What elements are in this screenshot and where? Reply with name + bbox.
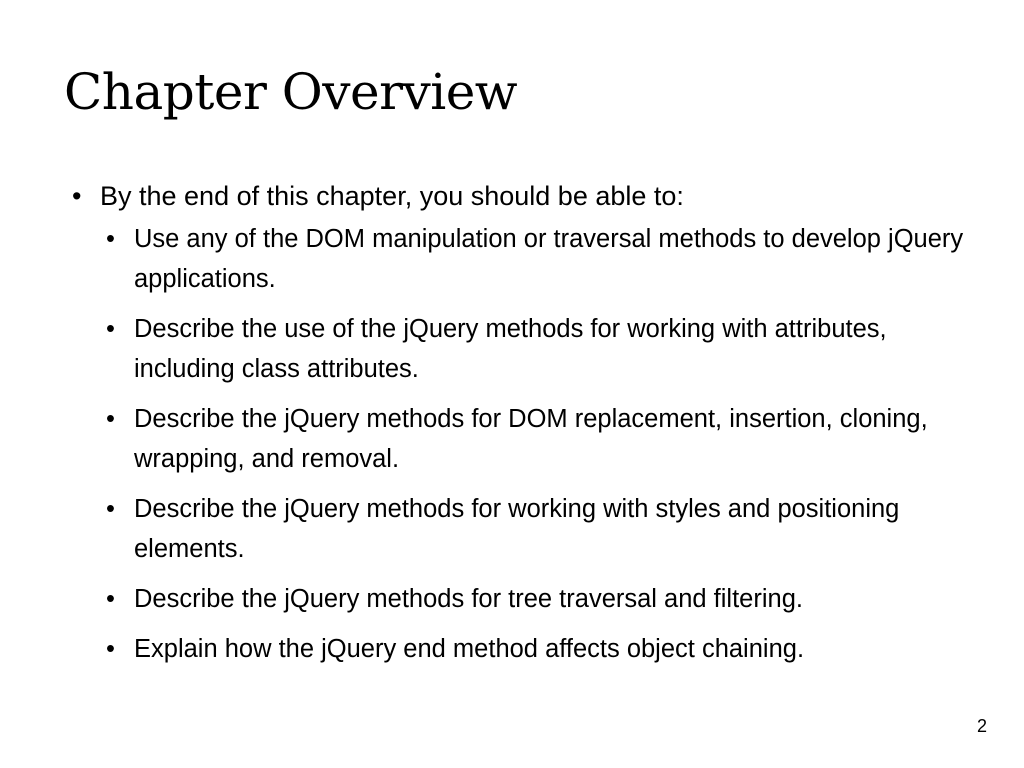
objectives-list [106, 219, 972, 669]
objective-text: Explain how the jQuery end method affects object chaining. [134, 635, 805, 663]
objective-text: Describe the jQuery methods for working with styles and positioning elements. [134, 495, 900, 563]
objective-text: Use any of the DOM manipulation or traversal methods to develop jQuery applications. [134, 225, 964, 293]
objective-text: Describe the jQuery methods for DOM replacement, insertion, cloning, wrapping, and removal. [134, 405, 928, 473]
objective-item [106, 219, 972, 299]
slide-content [72, 176, 972, 679]
bullet-icon: • [106, 585, 115, 613]
bullet-icon: • [106, 495, 115, 523]
objective-text: Describe the jQuery methods for tree traversal and filtering. [134, 585, 803, 613]
bullet-icon: • [72, 181, 82, 211]
bullet-icon: • [106, 405, 115, 433]
objective-text: Describe the use of the jQuery methods for working with attributes, including class attributes. [134, 315, 887, 383]
page-number: 2 [976, 716, 987, 736]
objective-item [106, 309, 972, 389]
bullet-icon: • [106, 225, 115, 253]
intro-bullet [72, 176, 972, 669]
intro-text: By the end of this chapter, you should be able to: [100, 181, 684, 211]
bullet-icon: • [106, 635, 115, 663]
objective-item [106, 629, 972, 669]
objective-item [106, 579, 972, 619]
objective-item [106, 399, 972, 479]
slide-title: Chapter Overview [64, 63, 518, 121]
bullet-icon: • [106, 315, 115, 343]
objective-item [106, 489, 972, 569]
bullet-list [72, 176, 972, 669]
